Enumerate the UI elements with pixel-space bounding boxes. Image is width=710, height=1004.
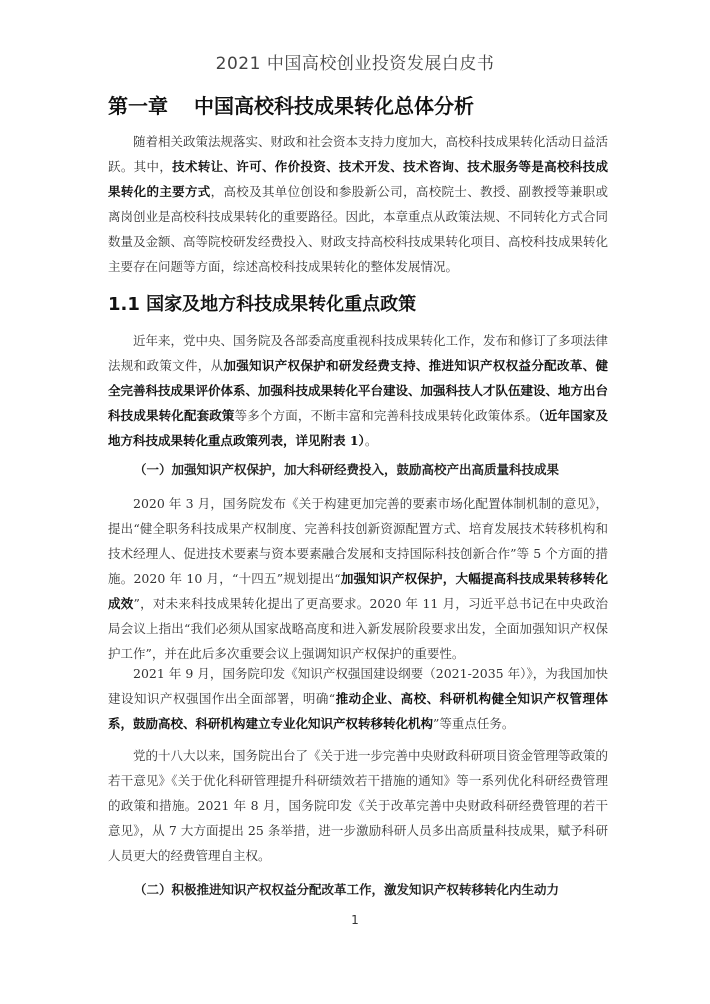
paragraph-run: 2021 年 9 月，国务院印发《知识产权强国建设纲要（2021-2035 年）》，为我国加快建设知识产权强国作出全面部署，明确“ bbox=[108, 666, 608, 706]
section-intro-run: 等多个方面，不断丰富和完善科技成果转化政策体系。 bbox=[234, 408, 539, 423]
paragraph-run: ”等重点任务。 bbox=[433, 716, 515, 731]
intro-run-bold: 技术转让、许可、作价投资、技术开发、技术咨询、技术服务等是高校科技成果转化的主要方式 bbox=[108, 159, 608, 199]
section-intro-run-bold: （近年国家及地方科技成果转化重点政策列表，详见附表 1） bbox=[108, 408, 608, 448]
page-number: 1 bbox=[351, 913, 359, 927]
chapter-title-text: 中国高校科技成果转化总体分析 bbox=[194, 94, 474, 118]
paragraph-party-congress bbox=[108, 743, 608, 868]
subsection-heading-1: （一）加强知识产权保护，加大科研经费投入，鼓励高校产出高质量科技成果 bbox=[134, 462, 560, 477]
paragraph-run: 2020 年 3 月，国务院发布《关于构建更加完善的要素市场化配置体制机制的意见》，提出“健全职务科技成果产权制度、完善科技创新资源配置方式、培育发展技术转移机构和技术经理人、促进技术要素与资本要素融合发展和支持国际科技创新合作”等 5 个方面的措施。2020 年 10 月，“十四五”规划提出“ bbox=[108, 496, 608, 586]
intro-run: 随着相关政策法规落实、财政和社会资本支持力度加大，高校科技成果转化活动日益活跃。其中， bbox=[108, 134, 609, 174]
section-intro-paragraph bbox=[108, 328, 608, 453]
paragraph-run: ”，对未来科技成果转化提出了更高要求。2020 年 11 月，习近平总书记在中央政治局会议上指出“我们必须从国家战略高度和进入新发展阶段要求出发，全面加强知识产权保护工作”，并在此后多次重要会议上强调知识产权保护的重要性。 bbox=[108, 596, 608, 661]
section-title: 1.1 国家及地方科技成果转化重点政策 bbox=[108, 294, 417, 315]
subsection-heading-2: （二）积极推进知识产权权益分配改革工作，激发知识产权转移转化内生动力 bbox=[134, 882, 560, 897]
paragraph-run-bold: 加强知识产权保护，大幅提高科技成果转移转化成效 bbox=[108, 571, 608, 611]
chapter-title bbox=[108, 90, 474, 119]
paragraph-run-bold: 推动企业、高校、科研机构健全知识产权管理体系，鼓励高校、科研机构建立专业化知识产权转移转化机构 bbox=[108, 691, 608, 731]
section-intro-run-bold: 加强知识产权保护和研发经费支持、推进知识产权权益分配改革、健全完善科技成果评价体系、加强科技成果转化平台建设、加强科技人才队伍建设、地方出台科技成果转化配套政策 bbox=[108, 358, 609, 423]
section-intro-run: 近年来，党中央、国务院及各部委高度重视科技成果转化工作，发布和修订了多项法律法规和政策文件，从 bbox=[108, 333, 609, 373]
intro-run: ，高校及其单位创设和参股新公司，高校院士、教授、副教授等兼职或离岗创业是高校科技成果转化的重要路径。因此，本章重点从政策法规、不同转化方式合同数量及金额、高等院校研发经费投入、财政支持高校科技成果转化项目、高校科技成果转化主要存在问题等方面，综述高校科技成果转化的整体发展情况。 bbox=[108, 184, 609, 274]
running-header: 2021 中国高校创业投资发展白皮书 bbox=[215, 54, 495, 74]
chapter-number: 第一章 bbox=[108, 94, 168, 118]
paragraph-2021 bbox=[108, 661, 608, 736]
section-intro-run: 。 bbox=[364, 433, 378, 448]
intro-paragraph bbox=[108, 129, 608, 279]
paragraph-2020 bbox=[108, 491, 608, 666]
paragraph-run: 党的十八大以来，国务院出台了《关于进一步完善中央财政科研项目资金管理等政策的若干意见》《关于优化科研管理提升科研绩效若干措施的通知》等一系列优化科研经费管理的政策和措施。2021 年 8 月，国务院印发《关于改革完善中央财政科研经费管理的若干意见》，从 7 大方面提出 25 条举措，进一步激励科研人员多出高质量科技成果，赋予科研人员更大的经费管理自主权。 bbox=[108, 748, 609, 863]
